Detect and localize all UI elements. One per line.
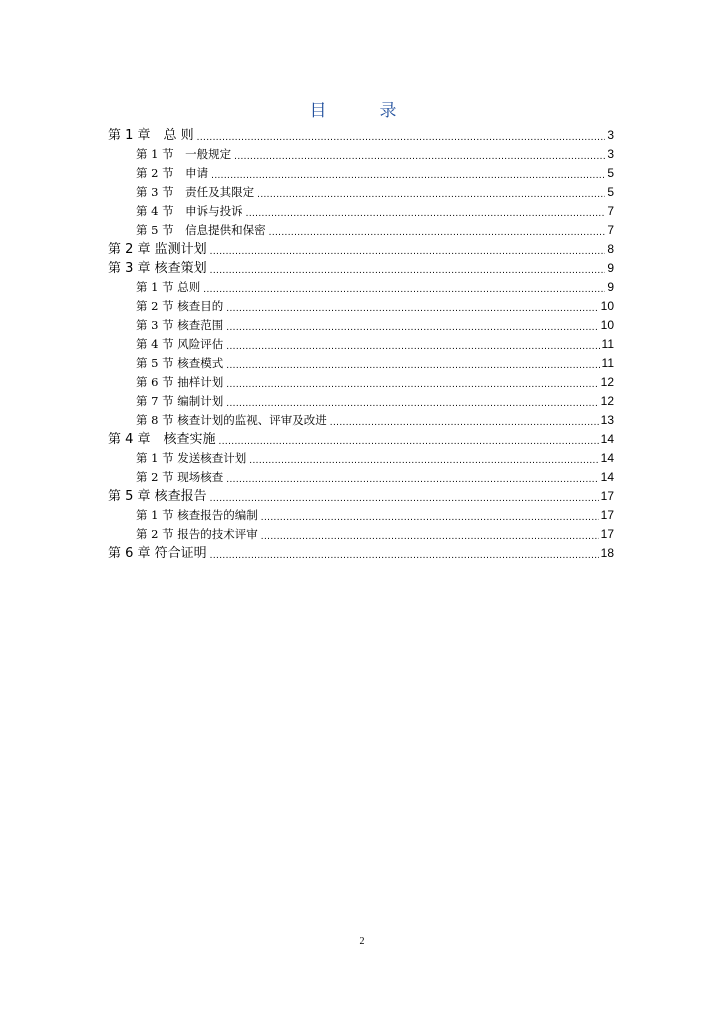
toc-entry-page: 12 (600, 394, 614, 408)
toc-entry-text: 第 2 节 现场核查 (136, 470, 224, 484)
toc-entry-text: 第 6 节 抽样计划 (136, 375, 224, 389)
toc-entry-chapter-6[interactable] (108, 544, 614, 563)
toc-entry-chapter-4[interactable] (108, 430, 614, 449)
toc-entry-chapter-5[interactable] (108, 487, 614, 506)
toc-entry-section-5-2[interactable] (108, 525, 614, 544)
toc-leader-dots (211, 164, 605, 183)
toc-entry-section-3-4[interactable] (108, 335, 614, 354)
toc-entry-text: 第 5 章 核查报告 (108, 489, 207, 504)
toc-entry-section-3-5[interactable] (108, 354, 614, 373)
toc-entry-page: 13 (600, 413, 614, 427)
toc-entry-section-1-2[interactable] (108, 164, 614, 183)
toc-entry-section-1-3[interactable] (108, 183, 614, 202)
toc-entry-chapter-2[interactable] (108, 240, 614, 259)
toc-leader-dots (234, 145, 605, 164)
toc-entry-page: 7 (607, 223, 614, 237)
toc-entry-text: 第 8 节 核查计划的监视、评审及改进 (136, 413, 327, 427)
toc-entry-page: 14 (600, 432, 614, 446)
toc-leader-dots (210, 487, 599, 506)
toc-leader-dots (203, 278, 605, 297)
toc-entry-text: 第 5 节 信息提供和保密 (136, 223, 266, 237)
page-number: 2 (359, 936, 365, 947)
toc-entry-text: 第 1 章 总 则 (108, 128, 194, 143)
toc-entry-page: 10 (600, 318, 614, 332)
toc-entry-section-3-1[interactable] (108, 278, 614, 297)
toc-entry-section-3-8[interactable] (108, 411, 614, 430)
toc-entry-section-1-5[interactable] (108, 221, 614, 240)
toc-entry-section-1-1[interactable] (108, 145, 614, 164)
toc-entry-page: 5 (607, 166, 614, 180)
toc-entry-section-3-6[interactable] (108, 373, 614, 392)
toc-entry-text: 第 3 章 核查策划 (108, 261, 207, 276)
toc-entry-text: 第 6 章 符合证明 (108, 546, 207, 561)
toc-entry-page: 17 (600, 508, 614, 522)
toc-entry-page: 17 (600, 489, 614, 503)
toc-entry-text: 第 1 节 核查报告的编制 (136, 508, 258, 522)
toc-leader-dots (226, 392, 598, 411)
toc-entry-text: 第 4 章 核查实施 (108, 432, 216, 447)
toc-leader-dots (210, 544, 599, 563)
toc-entry-page: 14 (600, 470, 614, 484)
toc-leader-dots (330, 411, 599, 430)
toc-entry-section-5-1[interactable] (108, 506, 614, 525)
toc-entry-page: 18 (600, 546, 614, 560)
toc-entry-page: 8 (607, 242, 614, 256)
toc-entry-text: 第 4 节 申诉与投诉 (136, 204, 243, 218)
toc-entry-page: 17 (600, 527, 614, 541)
toc-entry-section-4-1[interactable] (108, 449, 614, 468)
toc-leader-dots (257, 183, 605, 202)
toc-entry-page: 5 (607, 185, 614, 199)
toc-entry-text: 第 3 节 核查范围 (136, 318, 224, 332)
toc-entry-section-3-7[interactable] (108, 392, 614, 411)
toc-entry-page: 9 (607, 280, 614, 294)
toc-entry-text: 第 1 节 发送核查计划 (136, 451, 247, 465)
toc-leader-dots (261, 506, 599, 525)
toc-leader-dots (197, 126, 606, 145)
toc-leader-dots (269, 221, 606, 240)
toc-leader-dots (226, 335, 599, 354)
toc-leader-dots (226, 297, 598, 316)
toc-entry-page: 9 (607, 261, 614, 275)
toc-leader-dots (210, 259, 606, 278)
toc-entry-page: 10 (600, 299, 614, 313)
toc-entry-text: 第 2 章 监测计划 (108, 242, 207, 257)
toc-entry-text: 第 3 节 责任及其限定 (136, 185, 255, 199)
toc-entry-chapter-1[interactable] (108, 126, 614, 145)
toc-entry-text: 第 5 节 核查模式 (136, 356, 224, 370)
toc-entry-text: 第 2 节 核查目的 (136, 299, 224, 313)
toc-entry-text: 第 1 节 一般规定 (136, 147, 232, 161)
toc-entry-page: 12 (600, 375, 614, 389)
toc-list (108, 126, 614, 563)
toc-entry-page: 11 (601, 356, 614, 370)
toc-title: 目 录 (309, 101, 415, 121)
toc-entry-page: 7 (607, 204, 614, 218)
toc-entry-page: 3 (607, 147, 614, 161)
toc-entry-text: 第 1 节 总则 (136, 280, 201, 294)
toc-entry-text: 第 2 节 申请 (136, 166, 209, 180)
toc-leader-dots (249, 449, 598, 468)
toc-entry-text: 第 4 节 风险评估 (136, 337, 224, 351)
toc-leader-dots (226, 373, 598, 392)
toc-leader-dots (226, 316, 598, 335)
toc-entry-section-4-2[interactable] (108, 468, 614, 487)
toc-entry-page: 11 (601, 337, 614, 351)
toc-leader-dots (219, 430, 599, 449)
toc-entry-chapter-3[interactable] (108, 259, 614, 278)
toc-entry-section-1-4[interactable] (108, 202, 614, 221)
toc-leader-dots (261, 525, 599, 544)
toc-entry-section-3-2[interactable] (108, 297, 614, 316)
toc-entry-section-3-3[interactable] (108, 316, 614, 335)
toc-entry-text: 第 7 节 编制计划 (136, 394, 224, 408)
toc-leader-dots (246, 202, 606, 221)
toc-entry-page: 14 (600, 451, 614, 465)
toc-entry-page: 3 (607, 128, 614, 142)
toc-entry-text: 第 2 节 报告的技术评审 (136, 527, 258, 541)
toc-leader-dots (226, 468, 598, 487)
toc-leader-dots (226, 354, 599, 373)
toc-leader-dots (210, 240, 606, 259)
